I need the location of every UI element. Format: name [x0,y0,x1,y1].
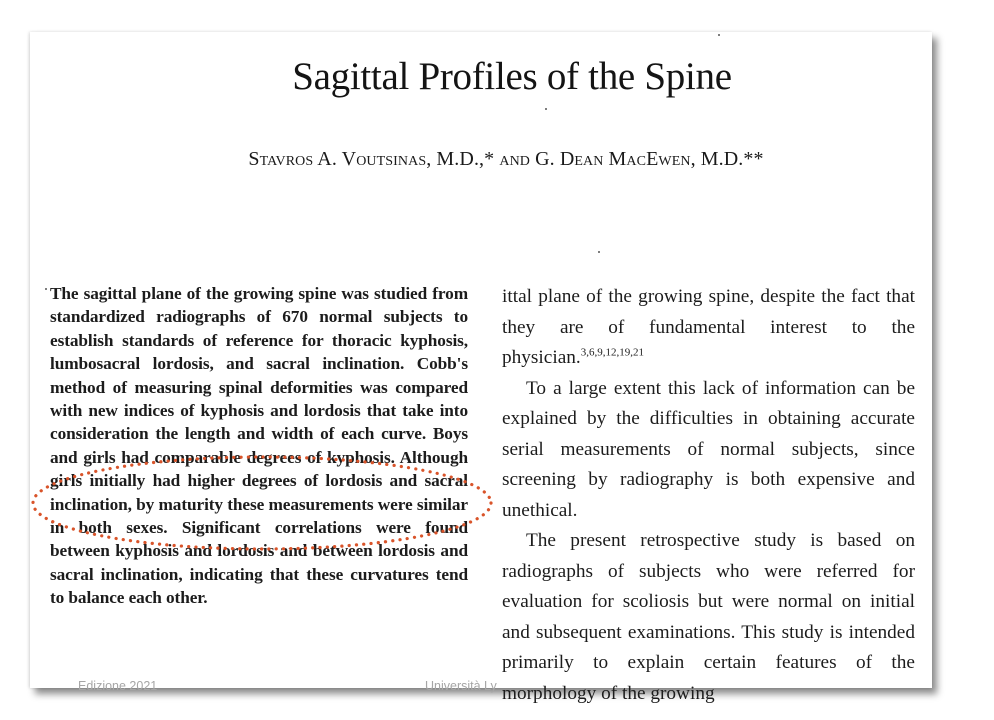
article-authors: Stavros A. Voutsinas, M.D.,* and G. Dean MacEwen, M.D.** [248,148,764,170]
body-text-column [502,282,915,709]
body-paragraph-1-text: ittal plane of the growing spine, despite the fact that they are of fundamental interest to the physician. [502,286,915,368]
body-paragraph-2: To a large extent this lack of information can be explained by the difficulties in obtaining accurate serial measurements of normal subjects, since screening by radiography is both expensive and unethical. [502,377,915,521]
scan-speck [598,251,600,253]
scan-speck [545,108,547,110]
footer-edition: Edizione 2021 [78,679,158,693]
abstract-text: The sagittal plane of the growing spine was studied from standardized radiographs of 670 normal subjects to establish standards of reference for thoracic kyphosis, lumbosacral lordosis, and sacral inclination. Cobb's method of measuring spinal deformities was compared with new indices of kyphosis and lordosis that take into consideration the length and width of each curve. Boys and girls had comparable degrees of kyphosis. Although girls initially had higher degrees of lordosis and sacral inclination, by maturity these measurements were similar in both sexes. Significant correlations were found between kyphosis and lordosis and between lordosis and sacral inclination, indicating that these curvatures tend to balance each other. [50,284,468,608]
scan-speck [718,34,720,36]
footer-university: Università Ly [425,679,497,693]
article-title: Sagittal Profiles of the Spine [292,55,732,98]
scanned-article-page [30,32,932,704]
scan-speck [45,288,47,290]
body-paragraph-3: The present retrospective study is based on radiographs of subjects who were referred for evaluation for scoliosis but were normal on initial and subsequent examinations. This study is intended primarily to explain certain features of the morphology of the growing [502,530,915,704]
body-paragraph-1 [502,282,915,374]
reference-superscript: 3,6,9,12,19,21 [580,346,644,359]
